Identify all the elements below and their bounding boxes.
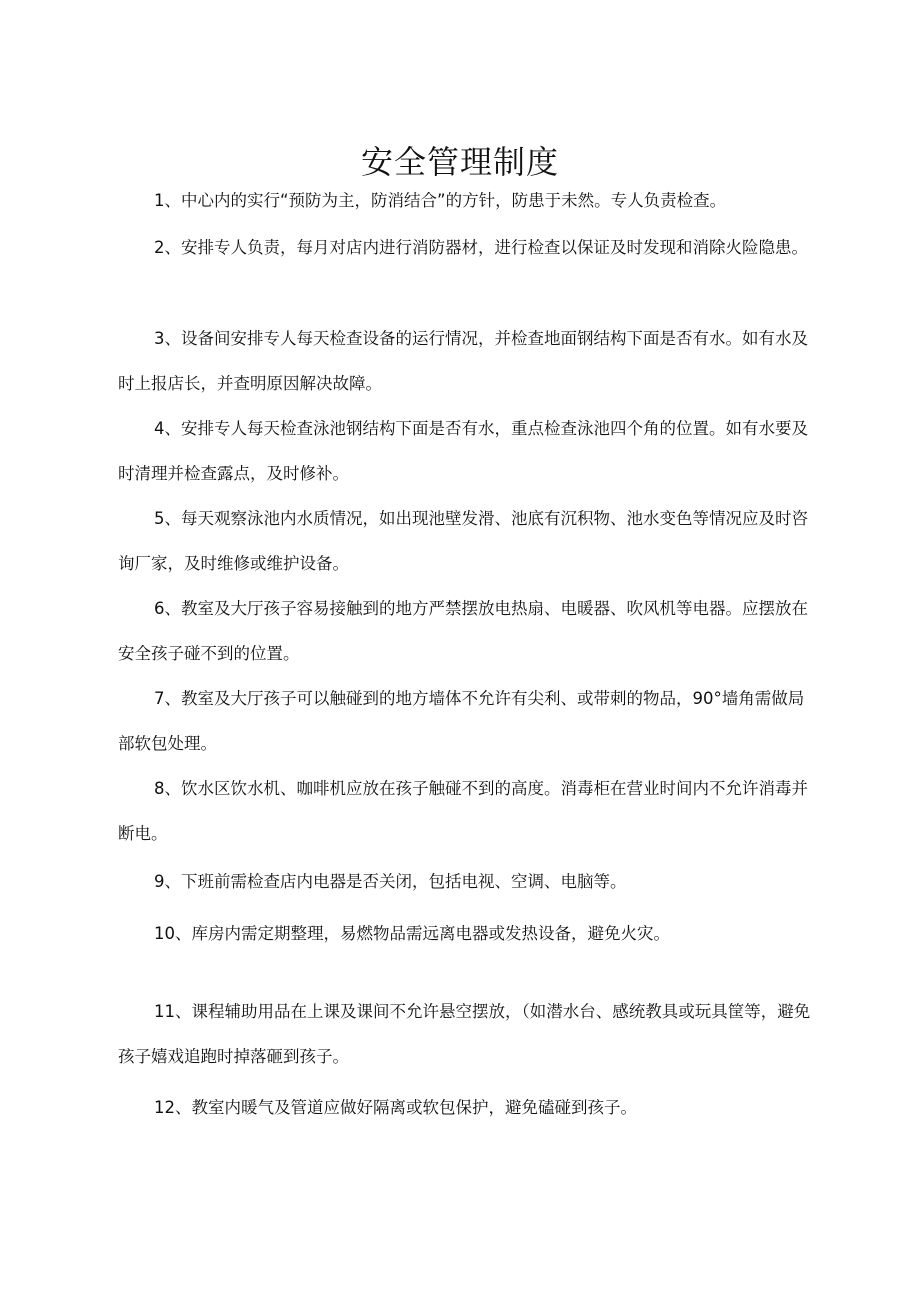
rule-item-11: 11、课程辅助用品在上课及课间不允许悬空摆放，（如潜水台、感统教具或玩具筐等，避免孩子嬉戏追跑时掉落砸到孩子。 [118,1002,811,1066]
rule-item-2: 2、安排专人负责，每月对店内进行消防器材，进行检查以保证及时发现和消除火险隐患。 [154,238,808,257]
rule-item-10: 10、库房内需定期整理，易燃物品需远离电器或发热设备，避免火灾。 [154,924,670,943]
rule-item-3: 3、设备间安排专人每天检查设备的运行情况，并检查地面钢结构下面是否有水。如有水及时上报店长，并查明原因解决故障。 [118,329,808,393]
rule-item-12: 12、教室内暖气及管道应做好隔离或软包保护，避免磕碰到孩子。 [154,1098,637,1117]
rule-item-6: 6、教室及大厅孩子容易接触到的地方严禁摆放电热扇、电暖器、吹风机等电器。应摆放在安全孩子碰不到的位置。 [118,599,808,663]
rule-item-5: 5、每天观察泳池内水质情况，如出现池壁发滑、池底有沉积物、池水变色等情况应及时咨询厂家，及时维修或维护设备。 [118,509,808,573]
rule-item-7: 7、教室及大厅孩子可以触碰到的地方墙体不允许有尖利、或带刺的物品，90°墙角需做局部软包处理。 [118,689,805,753]
rule-item-9: 9、下班前需检查店内电器是否关闭，包括电视、空调、电脑等。 [154,872,627,891]
page-title: 安全管理制度 [360,143,559,182]
rule-item-4: 4、安排专人每天检查泳池钢结构下面是否有水，重点检查泳池四个角的位置。如有水要及时清理并检查露点，及时修补。 [118,419,808,483]
rule-item-8: 8、饮水区饮水机、咖啡机应放在孩子触碰不到的高度。消毒柜在营业时间内不允许消毒并断电。 [118,779,808,843]
rule-item-1: 1、中心内的实行“预防为主，防消结合”的方针，防患于未然。专人负责检查。 [154,191,727,210]
